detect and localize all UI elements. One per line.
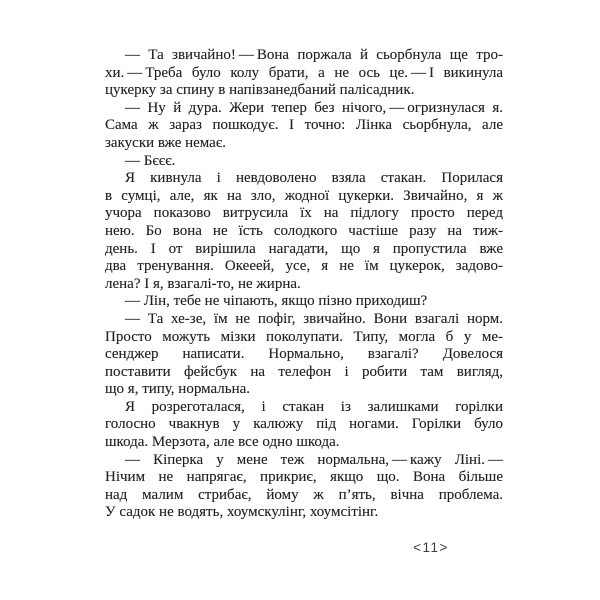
text-line: над малим стрибає, йому ж п’ять, вічна проблема. bbox=[105, 486, 503, 503]
text-line: закуски вже немає. bbox=[105, 134, 227, 151]
text-line: У садок не водять, хоумскулінг, хоумсітінг. bbox=[105, 504, 379, 521]
text-line: Нічим не напрягає, прикриє, якщо що. Вона більше bbox=[105, 469, 503, 486]
text-line: в сумці, але, як на зло, жодної цукерки. Звичайно, я ж bbox=[105, 187, 503, 204]
text-line: голосно чвакнув у калюжу під ногами. Горілки було bbox=[105, 416, 503, 433]
text-line: поставити фейсбук на телефон і робити там вигляд, bbox=[105, 363, 503, 380]
text-line: Я кивнула і невдоволено взяла стакан. Порилася bbox=[125, 170, 503, 187]
text-line: — Бєєє. bbox=[125, 152, 176, 169]
text-line: — Та звичайно! — Вона поржала й сьорбнула ще тро- bbox=[125, 47, 503, 63]
text-line: два тренування. Окееей, усе, я не їм цукерок, задово- bbox=[105, 258, 503, 275]
page-number: <11> bbox=[413, 540, 449, 555]
text-line: нею. Бо вона не їсть солодкого частіше разу на тиж- bbox=[105, 222, 503, 239]
text-line: цукерку за спину в напівзанедбаний палісадник. bbox=[105, 82, 415, 99]
text-block bbox=[105, 47, 503, 522]
text-line: день. І от вирішила нагадати, що я пропустила вже bbox=[105, 240, 503, 257]
text-line: сенджер написати. Нормально, взагалі? Довелося bbox=[105, 346, 503, 363]
text-line: Сама ж зараз пошкодує. І точно: Лінка сьорбнула, але bbox=[105, 117, 503, 134]
text-line: Просто можуть мізки поколупати. Типу, могла б у ме- bbox=[105, 328, 503, 345]
text-line: лена? І я, взагалі-то, не жирна. bbox=[105, 275, 301, 292]
text-line: що я, типу, нормальна. bbox=[105, 381, 251, 398]
text-line: шкода. Мерзота, але все одно шкода. bbox=[105, 434, 340, 451]
text-line: учора показово витрусила їх на підлогу просто перед bbox=[105, 205, 503, 222]
text-line: — Та хе-зе, їм не пофіг, звичайно. Вони взагалі норм. bbox=[125, 310, 503, 327]
text-line: — Лін, тебе не чіпають, якщо пізно приходиш? bbox=[125, 293, 428, 310]
text-line: Я розреготалася, і стакан із залишками горілки bbox=[125, 398, 503, 415]
text-line: — Ну й дура. Жери тепер без нічого, — огризнулася я. bbox=[125, 99, 503, 116]
text-line: хи. — Треба було колу брати, а не ось це. — І викинула bbox=[105, 64, 503, 81]
text-line: — Кіперка у мене теж нормальна, — кажу Ліні. — bbox=[125, 451, 503, 468]
